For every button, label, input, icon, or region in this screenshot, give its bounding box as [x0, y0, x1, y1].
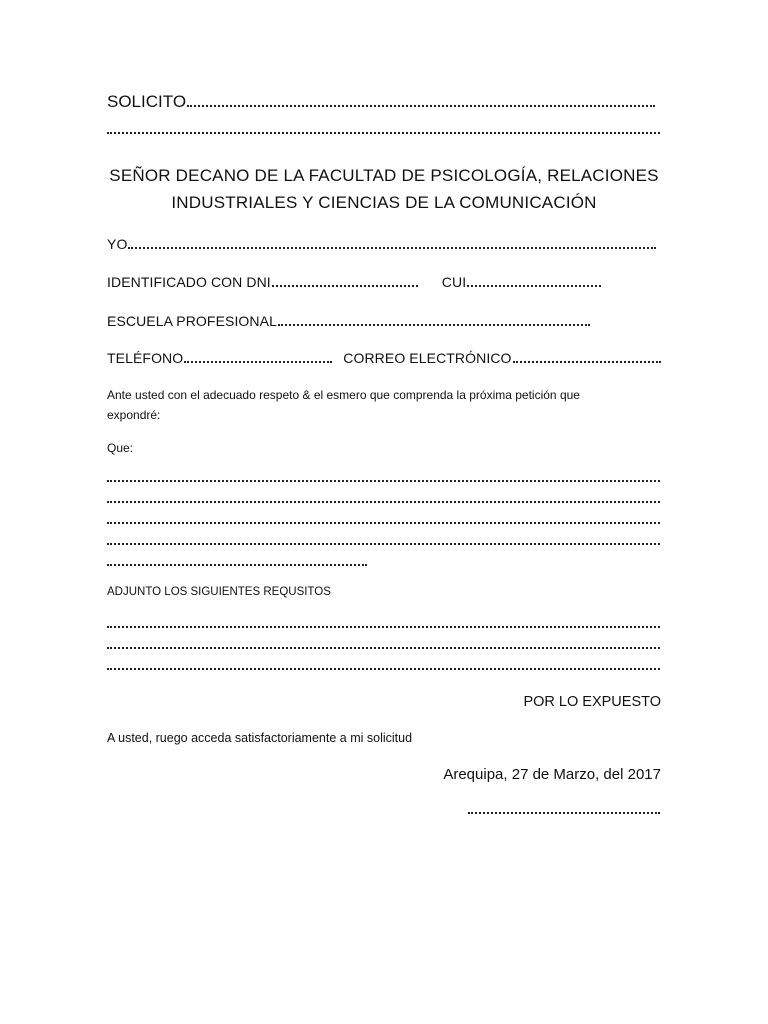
solicito-blank[interactable]: [187, 95, 655, 107]
dni-label: IDENTIFICADO CON DNI: [107, 274, 271, 290]
firma-blank[interactable]: [468, 808, 660, 814]
que-blank-line[interactable]: [107, 539, 660, 545]
que-blank-line[interactable]: [107, 497, 660, 503]
correo-blank[interactable]: [513, 351, 661, 363]
yo-label: YO: [107, 236, 128, 252]
requisitos-blank-line[interactable]: [107, 622, 660, 628]
escuela-label: ESCUELA PROFESIONAL: [107, 313, 277, 329]
escuela-row: [107, 313, 667, 329]
que-blank-line[interactable]: [107, 560, 367, 566]
addressee-title-line1: SEÑOR DECANO DE LA FACULTAD DE PSICOLOGÍA, RELACIONES: [109, 166, 659, 185]
que-blank-line[interactable]: [107, 518, 660, 524]
dni-blank[interactable]: [272, 275, 418, 287]
solicito-continuation-blank[interactable]: [107, 128, 660, 134]
addressee-title-line2: INDUSTRIALES Y CIENCIAS DE LA COMUNICACIÓN: [171, 193, 597, 212]
intro-text-line2: expondré:: [107, 408, 161, 422]
cui-label: CUI: [441, 274, 467, 290]
por-lo-expuesto: POR LO EXPUESTO: [523, 694, 661, 710]
telefono-blank[interactable]: [184, 351, 332, 363]
solicito-row: [107, 92, 667, 112]
requisitos-blank-line[interactable]: [107, 664, 660, 670]
ruego-text: A usted, ruego acceda satisfactoriamente a mi solicitud: [107, 731, 413, 745]
que-label: Que:: [107, 441, 134, 455]
dni-cui-row: [107, 274, 667, 290]
correo-label: CORREO ELECTRÓNICO: [343, 350, 512, 366]
adjunto-label: ADJUNTO LOS SIGUIENTES REQUSITOS: [107, 586, 331, 598]
requisitos-blank-line[interactable]: [107, 643, 660, 649]
cui-blank[interactable]: [467, 275, 601, 287]
solicito-label: SOLICITO: [107, 92, 187, 111]
fecha-lugar: Arequipa, 27 de Marzo, del 2017: [443, 766, 661, 783]
que-blank-line[interactable]: [107, 476, 660, 482]
telefono-correo-row: [107, 350, 667, 366]
telefono-label: TELÉFONO: [107, 350, 184, 366]
yo-blank[interactable]: [128, 237, 656, 249]
intro-text-line1: Ante usted con el adecuado respeto & el esmero que comprenda la próxima petición que: [107, 388, 580, 402]
addressee-title: [100, 162, 668, 216]
yo-row: [107, 236, 667, 252]
escuela-blank[interactable]: [278, 314, 590, 326]
